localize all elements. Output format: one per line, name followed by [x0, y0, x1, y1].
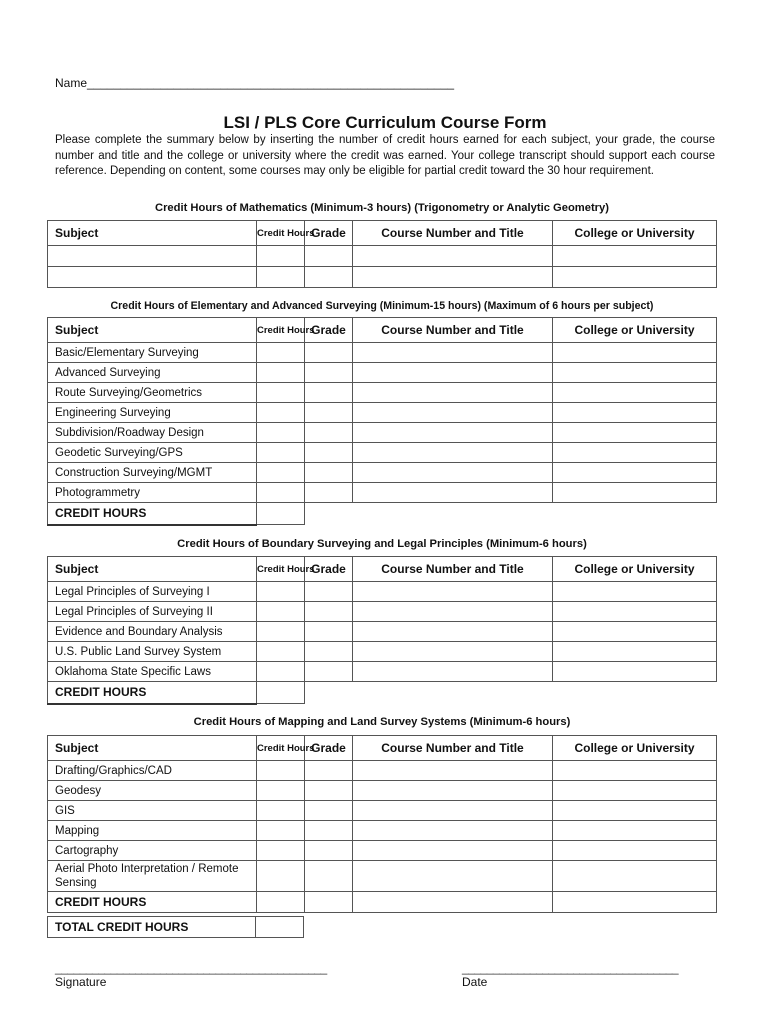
grade-cell[interactable]: [305, 246, 353, 267]
credit-hours-cell[interactable]: [257, 246, 305, 267]
table-row: [48, 761, 717, 781]
subtotal-blank-cell: [305, 892, 353, 913]
subject-cell: Construction Surveying/MGMT: [48, 463, 257, 483]
course-cell[interactable]: [353, 582, 553, 602]
credit-hours-cell[interactable]: [257, 582, 305, 602]
credit-hours-cell[interactable]: [257, 662, 305, 682]
college-cell[interactable]: [553, 761, 717, 781]
college-cell[interactable]: [553, 821, 717, 841]
header-subject: Subject: [48, 736, 257, 761]
course-cell[interactable]: [353, 622, 553, 642]
course-cell[interactable]: [353, 246, 553, 267]
section-title-mapping: Credit Hours of Mapping and Land Survey Systems (Minimum-6 hours): [193, 716, 571, 728]
signature-label: Signature: [55, 975, 107, 989]
subtotal-blank-cell: [553, 892, 717, 913]
total-credit-hours-value[interactable]: [256, 917, 304, 938]
subject-cell: Legal Principles of Surveying I: [48, 582, 257, 602]
credit-hours-cell[interactable]: [257, 383, 305, 403]
header-course: Course Number and Title: [353, 736, 553, 761]
subtotal-blank-cell: [353, 892, 553, 913]
college-cell[interactable]: [553, 841, 717, 861]
college-cell[interactable]: [553, 363, 717, 383]
college-cell[interactable]: [553, 343, 717, 363]
grade-cell[interactable]: [305, 423, 353, 443]
course-cell[interactable]: [353, 383, 553, 403]
table-row: [48, 383, 717, 403]
header-subject: Subject: [48, 557, 257, 582]
credit-hours-cell[interactable]: [257, 267, 305, 288]
table-row: [48, 602, 717, 622]
course-cell[interactable]: [353, 781, 553, 801]
subject-cell: Advanced Surveying: [48, 363, 257, 383]
subtotal-row: [48, 892, 717, 913]
course-cell[interactable]: [353, 483, 553, 503]
form-title: LSI / PLS Core Curriculum Course Form: [223, 113, 547, 132]
subject-cell: Geodesy: [48, 781, 257, 801]
subtotal-credit-hours-cell[interactable]: [257, 503, 305, 525]
college-cell[interactable]: [553, 463, 717, 483]
name-field[interactable]: Name_______________________________________________________: [55, 76, 455, 90]
table-row: [48, 403, 717, 423]
subject-cell: Legal Principles of Surveying II: [48, 602, 257, 622]
subtotal-label: CREDIT HOURS: [48, 503, 257, 525]
course-cell[interactable]: [353, 463, 553, 483]
grade-cell[interactable]: [305, 582, 353, 602]
subject-cell: Geodetic Surveying/GPS: [48, 443, 257, 463]
subject-cell: Photogrammetry: [48, 483, 257, 503]
grade-cell[interactable]: [305, 267, 353, 288]
credit-hours-cell[interactable]: [257, 343, 305, 363]
subtotal-row: [48, 503, 717, 525]
course-cell[interactable]: [353, 267, 553, 288]
subtotal-row: [48, 682, 717, 704]
credit-hours-cell[interactable]: [257, 622, 305, 642]
credit-hours-cell[interactable]: [257, 602, 305, 622]
table-row: [48, 463, 717, 483]
course-cell[interactable]: [353, 861, 553, 892]
college-cell[interactable]: [553, 801, 717, 821]
grade-cell[interactable]: [305, 841, 353, 861]
grade-cell[interactable]: [305, 781, 353, 801]
header-course: Course Number and Title: [353, 221, 553, 246]
grade-cell[interactable]: [305, 761, 353, 781]
grade-cell[interactable]: [305, 821, 353, 841]
table-row: [48, 582, 717, 602]
grade-cell[interactable]: [305, 343, 353, 363]
header-college: College or University: [553, 318, 717, 343]
college-cell[interactable]: [553, 622, 717, 642]
credit-hours-cell[interactable]: [257, 642, 305, 662]
course-cell[interactable]: [353, 662, 553, 682]
table-row: [48, 246, 717, 267]
credit-hours-cell[interactable]: [257, 861, 305, 892]
table-row: [48, 861, 717, 892]
table-mathematics: [47, 220, 717, 288]
table-row: [48, 801, 717, 821]
subject-cell: Aerial Photo Interpretation / Remote Sensing: [48, 861, 257, 892]
course-cell[interactable]: [353, 343, 553, 363]
header-college: College or University: [553, 736, 717, 761]
college-cell[interactable]: [553, 582, 717, 602]
subject-cell: U.S. Public Land Survey System: [48, 642, 257, 662]
signature-line[interactable]: ____________________________________________: [55, 961, 327, 975]
header-credit-hours: Credit Hours: [257, 318, 305, 343]
header-grade: Grade: [305, 221, 353, 246]
table-row: [48, 821, 717, 841]
table-boundary: [47, 556, 717, 705]
subject-cell: Evidence and Boundary Analysis: [48, 622, 257, 642]
table-row: [48, 781, 717, 801]
header-credit-hours: Credit Hours: [257, 221, 305, 246]
subtotal-credit-hours-cell[interactable]: [257, 892, 305, 913]
subject-cell: Mapping: [48, 821, 257, 841]
course-cell[interactable]: [353, 443, 553, 463]
header-college: College or University: [553, 557, 717, 582]
subject-cell: Engineering Surveying: [48, 403, 257, 423]
course-cell[interactable]: [353, 821, 553, 841]
date-line[interactable]: ___________________________________: [462, 961, 679, 975]
subject-cell: Oklahoma State Specific Laws: [48, 662, 257, 682]
table-row: [48, 483, 717, 503]
subtotal-label: CREDIT HOURS: [48, 892, 257, 913]
grade-cell[interactable]: [305, 801, 353, 821]
grade-cell[interactable]: [305, 463, 353, 483]
college-cell[interactable]: [553, 861, 717, 892]
table-row: [48, 343, 717, 363]
header-grade: Grade: [305, 736, 353, 761]
course-cell[interactable]: [353, 363, 553, 383]
subject-cell: Drafting/Graphics/CAD: [48, 761, 257, 781]
section-title-boundary: Credit Hours of Boundary Surveying and Legal Principles (Minimum-6 hours): [177, 538, 587, 550]
college-cell[interactable]: [553, 781, 717, 801]
table-mapping: [47, 735, 717, 913]
header-credit-hours: Credit Hours: [257, 736, 305, 761]
credit-hours-cell[interactable]: [257, 781, 305, 801]
credit-hours-cell[interactable]: [257, 423, 305, 443]
grade-cell[interactable]: [305, 662, 353, 682]
subject-cell[interactable]: [48, 267, 257, 288]
college-cell[interactable]: [553, 662, 717, 682]
course-cell[interactable]: [353, 761, 553, 781]
header-grade: Grade: [305, 557, 353, 582]
section-title-mathematics: Credit Hours of Mathematics (Minimum-3 hours) (Trigonometry or Analytic Geometry): [155, 202, 609, 214]
course-cell[interactable]: [353, 642, 553, 662]
college-cell[interactable]: [553, 246, 717, 267]
table-row: [48, 662, 717, 682]
course-cell[interactable]: [353, 841, 553, 861]
grade-cell[interactable]: [305, 602, 353, 622]
form-instructions: Please complete the summary below by inserting the number of credit hours earned for each subject, your grade, the course number and title and the college or university where the credit was earned. Your college transcript should support each course reference. Depending on content, some courses may only be eligible for partial credit toward the 30 hour requirement.: [55, 134, 715, 177]
credit-hours-cell[interactable]: [257, 403, 305, 423]
table-row: [48, 642, 717, 662]
grade-cell[interactable]: [305, 622, 353, 642]
header-course: Course Number and Title: [353, 557, 553, 582]
header-subject: Subject: [48, 221, 257, 246]
header-credit-hours: Credit Hours: [257, 557, 305, 582]
header-course: Course Number and Title: [353, 318, 553, 343]
subject-cell: Cartography: [48, 841, 257, 861]
total-credit-hours-label: TOTAL CREDIT HOURS: [48, 917, 256, 938]
course-cell[interactable]: [353, 423, 553, 443]
grade-cell[interactable]: [305, 383, 353, 403]
course-cell[interactable]: [353, 602, 553, 622]
credit-hours-cell[interactable]: [257, 821, 305, 841]
subtotal-label: CREDIT HOURS: [48, 682, 257, 704]
total-credit-hours-box: [47, 916, 304, 938]
table-row: [48, 423, 717, 443]
table-row: [48, 267, 717, 288]
subject-cell: GIS: [48, 801, 257, 821]
table-row: [48, 841, 717, 861]
credit-hours-cell[interactable]: [257, 761, 305, 781]
college-cell[interactable]: [553, 383, 717, 403]
college-cell[interactable]: [553, 642, 717, 662]
table-row: [48, 363, 717, 383]
college-cell[interactable]: [553, 443, 717, 463]
grade-cell[interactable]: [305, 642, 353, 662]
header-subject: Subject: [48, 318, 257, 343]
grade-cell[interactable]: [305, 403, 353, 423]
college-cell[interactable]: [553, 483, 717, 503]
table-row: [48, 443, 717, 463]
college-cell[interactable]: [553, 403, 717, 423]
subject-cell: Subdivision/Roadway Design: [48, 423, 257, 443]
credit-hours-cell[interactable]: [257, 363, 305, 383]
section-title-surveying: Credit Hours of Elementary and Advanced Surveying (Minimum-15 hours) (Maximum of 6 hours per subject): [110, 300, 654, 312]
course-cell[interactable]: [353, 801, 553, 821]
credit-hours-cell[interactable]: [257, 443, 305, 463]
college-cell[interactable]: [553, 423, 717, 443]
grade-cell[interactable]: [305, 363, 353, 383]
subject-cell: Basic/Elementary Surveying: [48, 343, 257, 363]
college-cell[interactable]: [553, 602, 717, 622]
grade-cell[interactable]: [305, 861, 353, 892]
table-row: [48, 622, 717, 642]
grade-cell[interactable]: [305, 443, 353, 463]
credit-hours-cell[interactable]: [257, 841, 305, 861]
grade-cell[interactable]: [305, 483, 353, 503]
credit-hours-cell[interactable]: [257, 801, 305, 821]
subtotal-credit-hours-cell[interactable]: [257, 682, 305, 704]
college-cell[interactable]: [553, 267, 717, 288]
date-label: Date: [462, 975, 488, 989]
subject-cell[interactable]: [48, 246, 257, 267]
header-grade: Grade: [305, 318, 353, 343]
credit-hours-cell[interactable]: [257, 483, 305, 503]
header-college: College or University: [553, 221, 717, 246]
credit-hours-cell[interactable]: [257, 463, 305, 483]
course-cell[interactable]: [353, 403, 553, 423]
table-surveying: [47, 317, 717, 526]
subject-cell: Route Surveying/Geometrics: [48, 383, 257, 403]
